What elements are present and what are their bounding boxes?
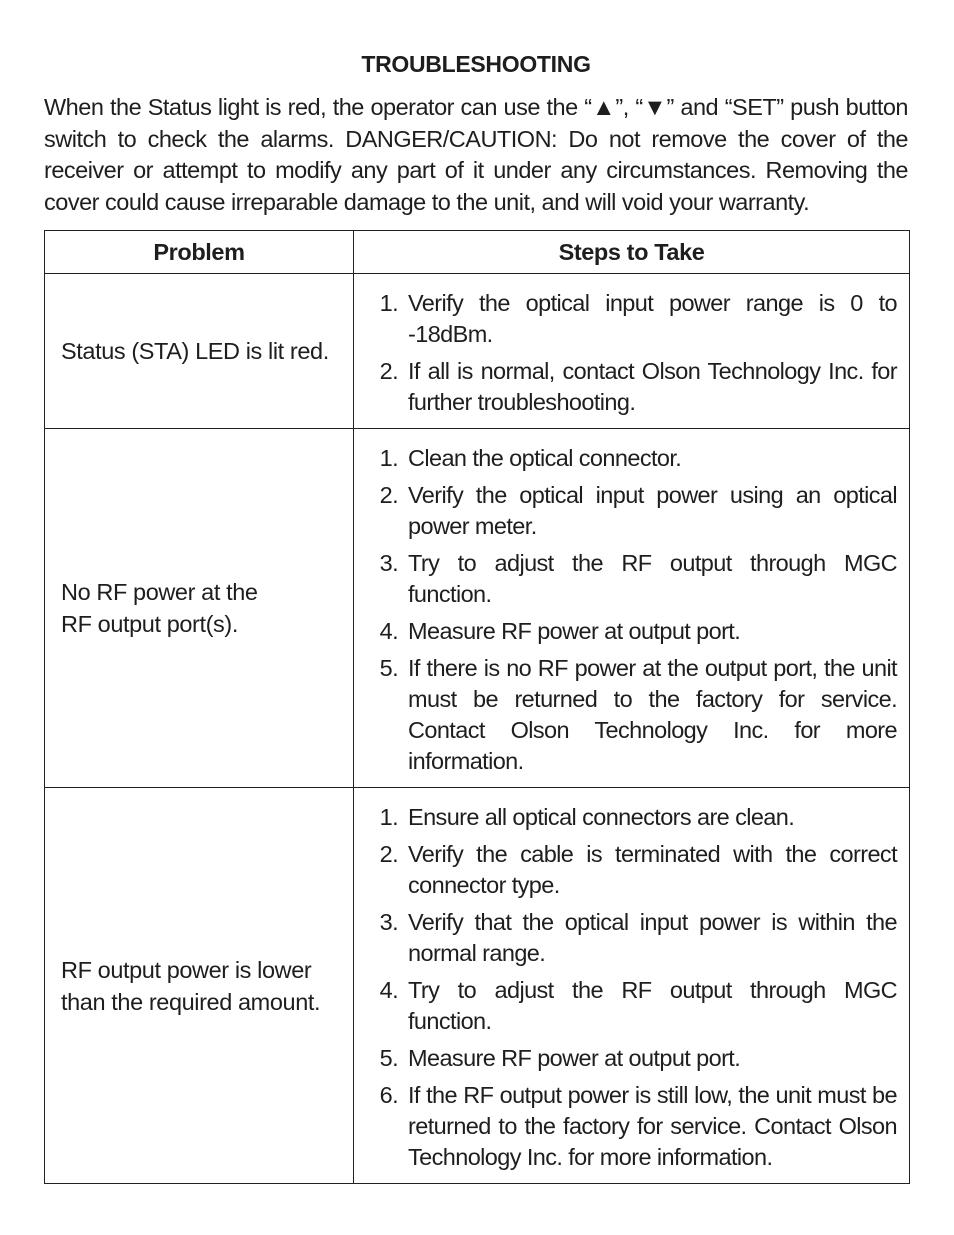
step-text: If the RF output power is still low, the unit must be returned to the factory for service. Contact Olson Technology Inc. for more information. bbox=[408, 1082, 897, 1170]
document-page bbox=[44, 48, 908, 1184]
steps-cell bbox=[354, 274, 910, 429]
step-text: Measure RF power at output port. bbox=[408, 618, 741, 644]
step-number: 3. bbox=[379, 550, 398, 576]
problem-line: than the required amount. bbox=[61, 988, 321, 1015]
table-row bbox=[45, 274, 910, 429]
step-list bbox=[364, 802, 897, 1173]
step-text: Verify the optical input power range is 0 to -18dBm. bbox=[408, 290, 897, 347]
step-item bbox=[364, 480, 897, 542]
header-problem: Problem bbox=[45, 231, 354, 274]
step-item bbox=[364, 802, 897, 833]
step-number: 2. bbox=[379, 841, 398, 867]
step-number: 5. bbox=[379, 1045, 398, 1071]
step-text: Ensure all optical connectors are clean. bbox=[408, 804, 795, 830]
step-number: 3. bbox=[379, 909, 398, 935]
step-number: 4. bbox=[379, 977, 398, 1003]
step-item bbox=[364, 839, 897, 901]
step-number: 1. bbox=[379, 445, 398, 471]
step-item bbox=[364, 356, 897, 418]
header-steps: Steps to Take bbox=[354, 231, 910, 274]
step-text: Verify the cable is terminated with the correct connector type. bbox=[408, 841, 897, 898]
step-number: 1. bbox=[379, 290, 398, 316]
steps-cell bbox=[354, 429, 910, 788]
step-text: Try to adjust the RF output through MGC function. bbox=[408, 550, 897, 607]
problem-cell: Status (STA) LED is lit red. bbox=[45, 274, 354, 429]
step-number: 4. bbox=[379, 618, 398, 644]
step-item bbox=[364, 907, 897, 969]
step-item bbox=[364, 616, 897, 647]
table-row bbox=[45, 429, 910, 788]
problem-line: RF output power is lower bbox=[61, 956, 312, 983]
step-number: 2. bbox=[379, 358, 398, 384]
step-number: 6. bbox=[379, 1082, 398, 1108]
step-text: Measure RF power at output port. bbox=[408, 1045, 741, 1071]
step-item bbox=[364, 653, 897, 777]
step-item bbox=[364, 548, 897, 610]
step-item bbox=[364, 1043, 897, 1074]
step-number: 5. bbox=[379, 655, 398, 681]
step-item bbox=[364, 443, 897, 474]
step-list bbox=[364, 443, 897, 777]
step-number: 1. bbox=[379, 804, 398, 830]
step-text: Verify the optical input power using an optical power meter. bbox=[408, 482, 897, 539]
problem-cell bbox=[45, 788, 354, 1184]
problem-cell bbox=[45, 429, 354, 788]
step-text: Verify that the optical input power is within the normal range. bbox=[408, 909, 897, 966]
step-text: Clean the optical connector. bbox=[408, 445, 682, 471]
step-item bbox=[364, 1080, 897, 1173]
problem-line: No RF power at the bbox=[61, 579, 258, 605]
troubleshooting-table bbox=[44, 230, 910, 1184]
step-item bbox=[364, 975, 897, 1037]
step-text: If there is no RF power at the output port, the unit must be returned to the factory for service. Contact Olson Technology Inc. for more information. bbox=[408, 655, 897, 774]
problem-line: RF output port(s). bbox=[61, 611, 238, 637]
step-text: If all is normal, contact Olson Technology Inc. for further troubleshooting. bbox=[408, 358, 897, 415]
intro-paragraph: When the Status light is red, the operator can use the “▲”, “▼” and “SET” push button switch to check the alarms. DANGER/CAUTION: Do not remove the cover of the receiver or attempt to modify any part of it under any circumstances. Removing the cover could cause irreparable damage to the unit, and will void your warranty. bbox=[44, 94, 908, 215]
step-text: Try to adjust the RF output through MGC function. bbox=[408, 977, 897, 1034]
step-list bbox=[364, 288, 897, 418]
steps-cell bbox=[354, 788, 910, 1184]
step-number: 2. bbox=[379, 482, 398, 508]
page-title: TROUBLESHOOTING bbox=[361, 51, 591, 77]
table-row bbox=[45, 788, 910, 1184]
step-item bbox=[364, 288, 897, 350]
table-header-row bbox=[45, 231, 910, 274]
